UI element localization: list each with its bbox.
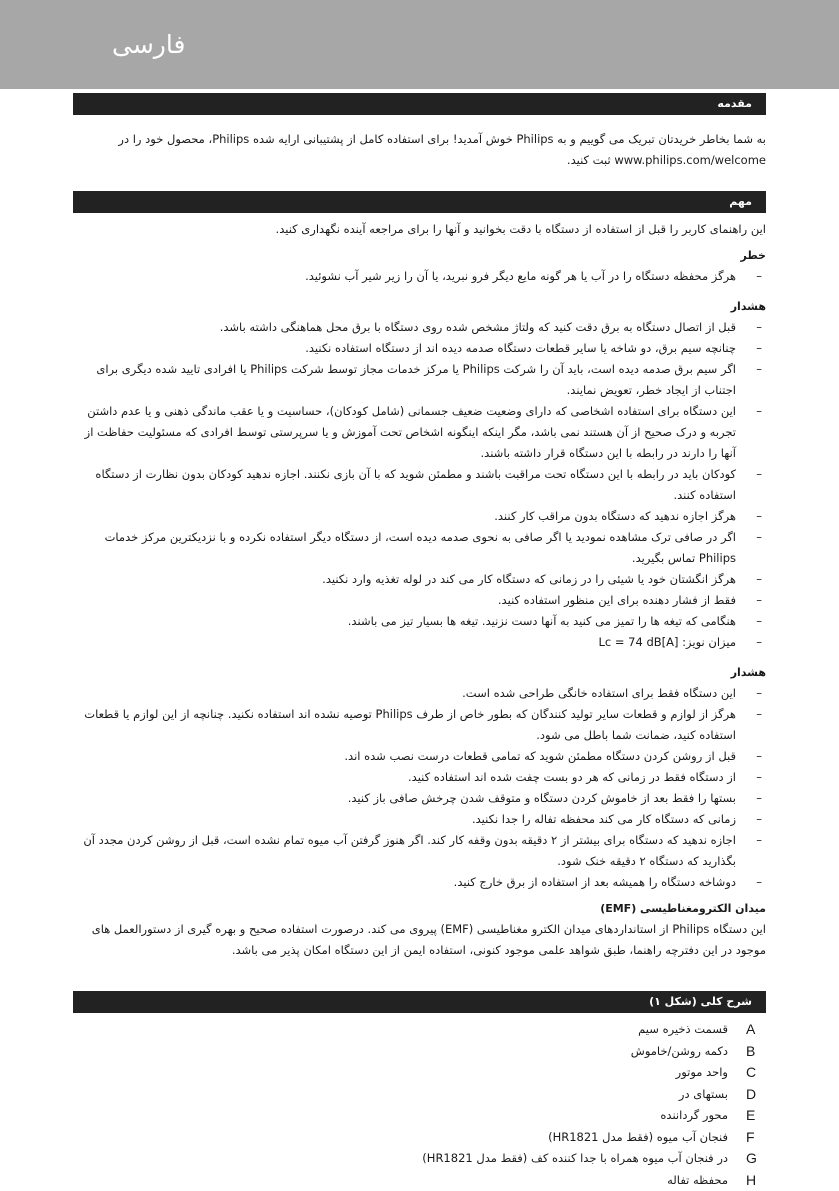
part-item	[73, 1170, 766, 1191]
part-item	[73, 1105, 766, 1127]
part-label: واحد موتور	[675, 1065, 728, 1079]
danger-list	[73, 266, 766, 287]
list-item: – فقط از فشار دهنده برای این منظور استفاده کنید.	[73, 590, 766, 611]
section-heading-intro: مقدمه	[73, 93, 766, 115]
list-item: – دوشاخه دستگاه را همیشه بعد از استفاده از برق خارج کنید.	[73, 872, 766, 893]
list-item: – هرگز از لوازم و قطعات سایر تولید کنندگان که بطور خاص از طرف Philips توصیه نشده اند استفاده نکنید. چنانچه از این لوازم یا قطعات استفاده کنید، ضمانت شما باطل می شود.	[73, 704, 766, 746]
part-label: در فنجان آب میوه همراه با جدا کننده کف (فقط مدل HR1821)	[422, 1151, 728, 1165]
part-item	[73, 1019, 766, 1041]
part-letter: G	[746, 1150, 757, 1166]
part-item	[73, 1148, 766, 1170]
important-lead: این راهنمای کاربر را قبل از استفاده از دستگاه با دقت بخوانید و آنها را برای مراجعه آینده نگهداری کنید.	[275, 222, 766, 236]
warning-list	[73, 317, 766, 653]
part-label: محور گرداننده	[660, 1108, 728, 1122]
part-item	[73, 1041, 766, 1063]
list-item: – این دستگاه فقط برای استفاده خانگی طراحی شده است.	[73, 683, 766, 704]
list-item: – چنانچه سیم برق، دو شاخه یا سایر قطعات دستگاه صدمه دیده اند از دستگاه استفاده نکنید.	[73, 338, 766, 359]
list-item: – اگر سیم برق صدمه دیده است، باید آن را شرکت Philips یا مرکز خدمات مجاز توسط شرکت Philips یا افرادی تایید شده دیگری برای اجتناب از ایجاد خطر، تعویض نمایند.	[73, 359, 766, 401]
caution-list	[73, 683, 766, 893]
part-item	[73, 1127, 766, 1149]
part-label: دکمه روشن/خاموش	[630, 1043, 728, 1058]
list-item: – زمانی که دستگاه کار می کند محفظه تفاله را جدا نکنید.	[73, 809, 766, 830]
part-label: محفظه تفاله	[667, 1172, 728, 1187]
intro-text: به شما بخاطر خریدتان تبریک می گوییم و به Philips خوش آمدید! برای استفاده کامل از پشتیبانی ارایه شده Philips، محصول خود را در www.philips.com/welcome ثبت کنید.	[118, 132, 766, 167]
list-item: – بستها را فقط بعد از خاموش کردن دستگاه و متوقف شدن چرخش صافی باز کنید.	[73, 788, 766, 809]
list-item: – میزان نویز: Lc = 74 dB[A]	[73, 632, 766, 653]
list-item: – کودکان باید در رابطه با این دستگاه تحت مراقبت باشند و مطمئن شوید که با آن بازی نکنند. اجازه ندهید کودکان بدون نظارت از دستگاه استفاده کنند.	[73, 464, 766, 506]
overview-section	[73, 991, 766, 1191]
section-heading-important: مهم	[73, 191, 766, 213]
list-item: – هنگامی که تیغه ها را تمیز می کنید به آنها دست نزنید. تیغه ها بسیار تیز می باشند.	[73, 611, 766, 632]
warning-title: هشدار	[730, 300, 766, 313]
part-letter: E	[746, 1107, 756, 1123]
part-label: قسمت ذخیره سیم	[638, 1022, 728, 1036]
part-letter: D	[746, 1085, 757, 1102]
list-item: – هرگز اجازه ندهید که دستگاه بدون مراقب کار کنند.	[73, 506, 766, 527]
emf-text: این دستگاه Philips از استانداردهای میدان الکترو مغناطیسی (EMF) پیروی می کند. درصورت استفاده صحیح و بهره گیری از دستورالعمل های موجود در این دفترچه راهنما، طبق شواهد علمی موجود کنونی، استفاده ایمن از این دستگاه امکان پذیر می باشد.	[91, 922, 766, 957]
danger-title: خطر	[740, 249, 766, 262]
emf-title: میدان الکترومغناطیسی (EMF)	[600, 902, 766, 915]
part-label: بستهای در	[678, 1086, 728, 1101]
part-letter: B	[746, 1042, 756, 1059]
language-title: فارسی	[112, 30, 186, 59]
list-item: – هرگز محفظه دستگاه را در آب یا هر گونه مایع دیگر فرو نبرید، یا آن را زیر شیر آب نشوئید.	[73, 266, 766, 287]
list-item: – اگر در صافی ترک مشاهده نمودید یا اگر صافی به نحوی صدمه دیده است، از دستگاه دیگر استفاده نکرده و با نزدیکترین مرکز خدمات Philips تماس بگیرید.	[73, 527, 766, 569]
part-item	[73, 1062, 766, 1084]
parts-list	[73, 1019, 766, 1191]
part-letter: F	[746, 1128, 755, 1145]
list-item: – از دستگاه فقط در زمانی که هر دو بست چفت شده اند استفاده کنید.	[73, 767, 766, 788]
part-label: فنجان آب میوه (فقط مدل HR1821)	[548, 1129, 728, 1144]
part-item	[73, 1084, 766, 1106]
part-letter: C	[746, 1064, 757, 1080]
part-letter: A	[746, 1021, 756, 1037]
section-heading-overview: شرح کلی (شکل ۱)	[73, 991, 766, 1013]
list-item: – قبل از روشن کردن دستگاه مطمئن شوید که تمامی قطعات درست نصب شده اند.	[73, 746, 766, 767]
part-letter: H	[746, 1171, 757, 1188]
important-section	[73, 191, 766, 961]
list-item: – این دستگاه برای استفاده اشخاصی که دارای وضعیت ضعیف جسمانی (شامل کودکان)، حساسیت و یا عقب ماندگی ذهنی و یا عدم داشتن تجربه و درک صحیح از آن هستند نمی باشد، مگر اینکه اینگونه اشخاص تحت آموزش و یا سرپرستی توسط افرادی که مسئولیت حفاظت از آنها را دارند در رابطه با این دستگاه قرار داشته باشند.	[73, 401, 766, 464]
caution-title: هشدار	[730, 666, 766, 679]
list-item: – هرگز انگشتان خود یا شیئی را در زمانی که دستگاه کار می کند در لوله تغذیه وارد نکنید.	[73, 569, 766, 590]
list-item: – قبل از اتصال دستگاه به برق دقت کنید که ولتاژ مشخص شده روی دستگاه با برق محل هماهنگی داشته باشد.	[73, 317, 766, 338]
language-tab	[0, 0, 839, 89]
intro-section	[73, 93, 766, 171]
list-item: – اجازه ندهید که دستگاه برای بیشتر از ۲ دقیقه بدون وقفه کار کند. اگر هنوز گرفتن آب میوه تمام نشده است، قبل از روشن کردن مجدد آن بگذارید که دستگاه ۲ دقیقه خنک شود.	[73, 830, 766, 872]
